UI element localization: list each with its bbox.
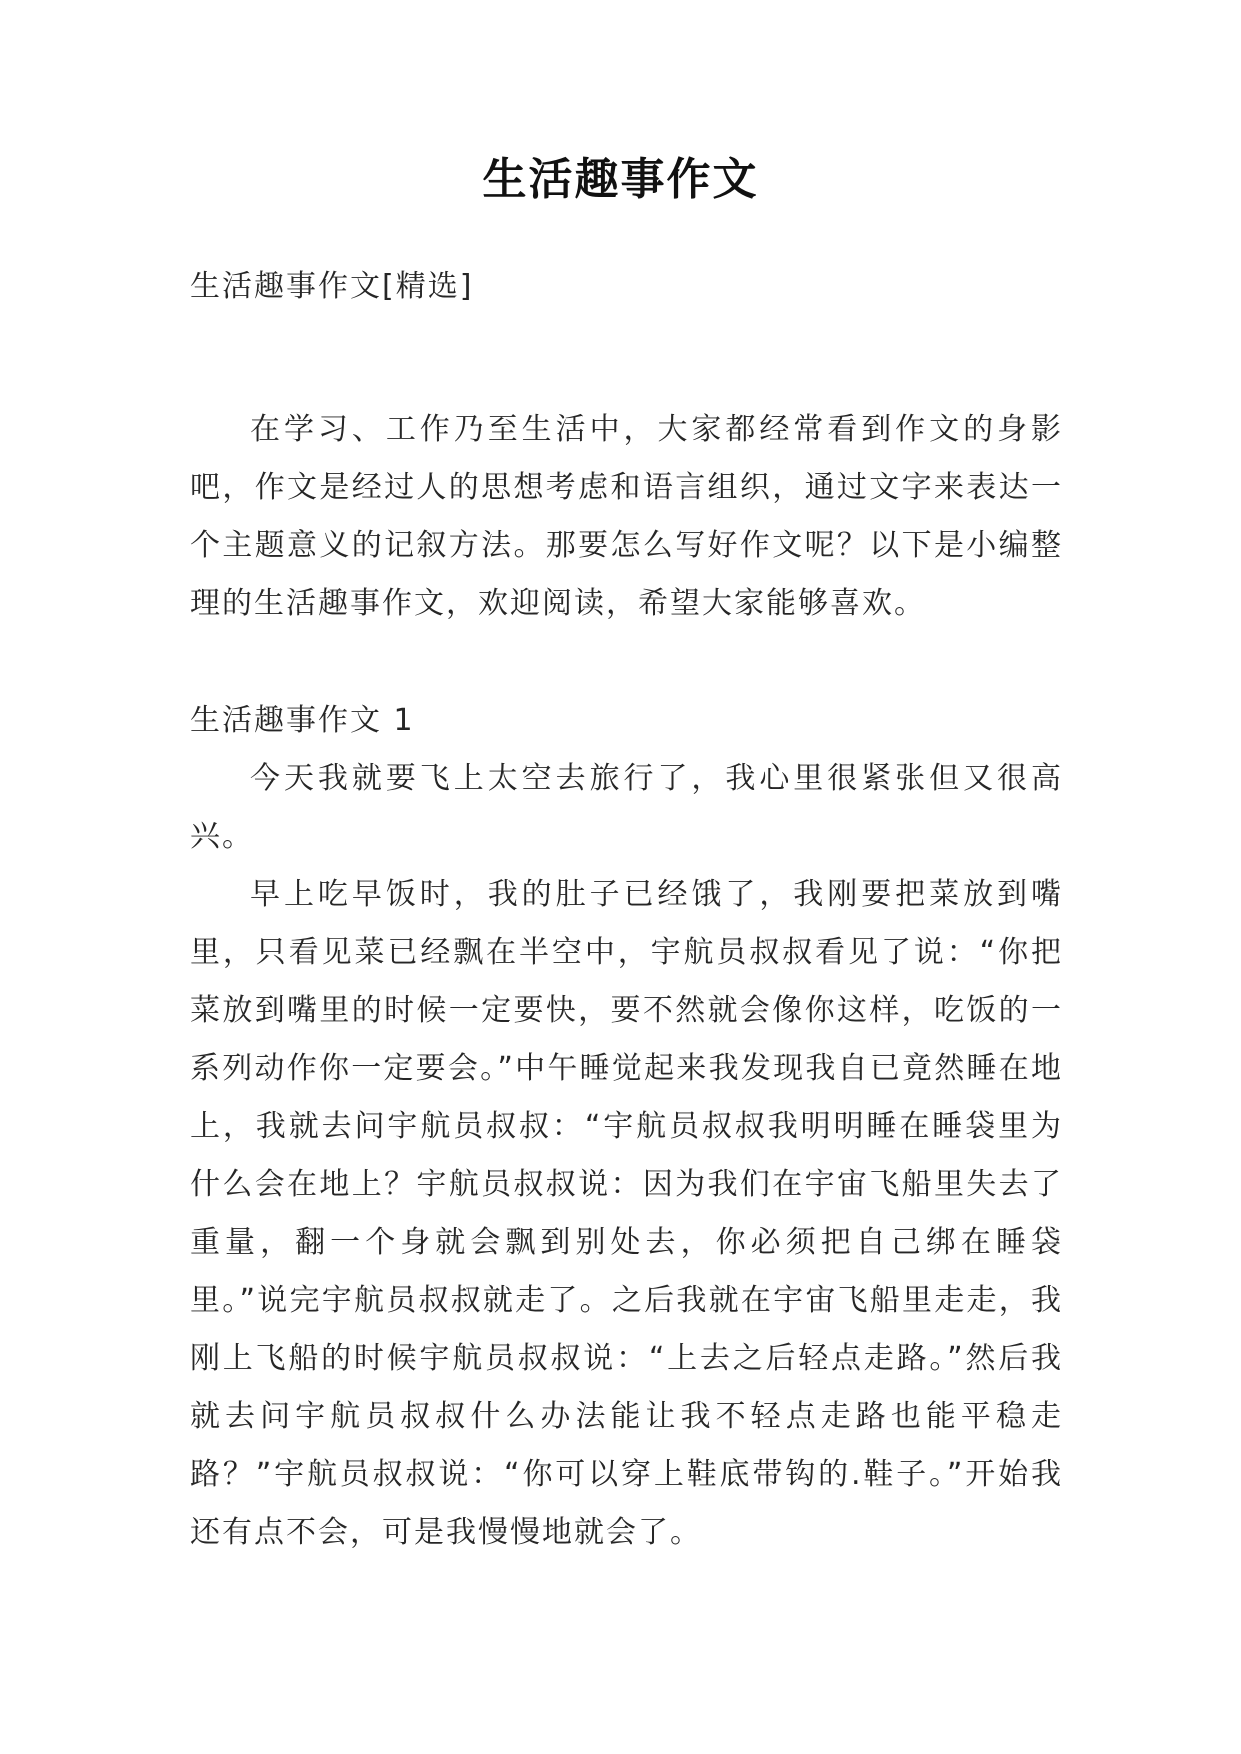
document-subtitle: 生活趣事作文[精选] (190, 269, 474, 304)
body-paragraph: 今天我就要飞上太空去旅行了，我心里很紧张但又很高兴。 (190, 761, 1063, 854)
section-title: 生活趣事作文 1 (190, 703, 415, 738)
body-paragraph: 早上吃早饭时，我的肚子已经饿了，我刚要把菜放到嘴里，只看见菜已经飘在半空中，宇航员叔叔看见了说：“你把菜放到嘴里的时候一定要快，要不然就会像你这样，吃饭的一系列动作你一定要会。”中午睡觉起来我发现我自已竟然睡在地上，我就去问宇航员叔叔：“宇航员叔叔我明明睡在睡袋里为什么会在地上？宇航员叔叔说：因为我们在宇宙飞船里失去了重量，翻一个身就会飘到别处去，你必须把自己绑在睡袋里。”说完宇航员叔叔就走了。之后我就在宇宙飞船里走走，我刚上飞船的时候宇航员叔叔说：“上去之后轻点走路。”然后我就去问宇航员叔叔什么办法能让我不轻点走路也能平稳走路？”宇航员叔叔说：“你可以穿上鞋底带钩的.鞋子。”开始我还有点不会，可是我慢慢地就会了。 (190, 877, 1063, 1550)
intro-block (190, 401, 1063, 633)
section-body (190, 750, 1063, 1562)
page-title: 生活趣事作文 (482, 154, 759, 205)
intro-paragraph: 在学习、工作乃至生活中，大家都经常看到作文的身影吧，作文是经过人的思想考虑和语言组织，通过文字来表达一个主题意义的记叙方法。那要怎么写好作文呢？以下是小编整理的生活趣事作文，欢迎阅读，希望大家能够喜欢。 (190, 412, 1063, 621)
